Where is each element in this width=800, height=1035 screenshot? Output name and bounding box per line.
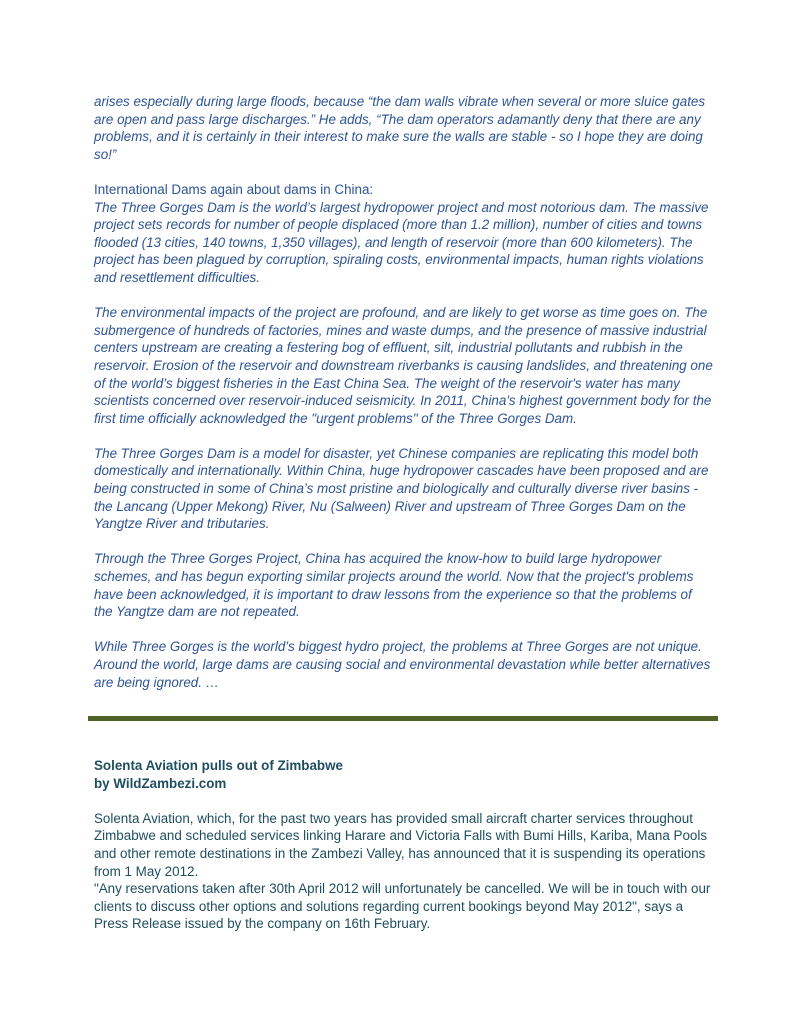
quote-paragraph-4: Through the Three Gorges Project, China has acquired the know-how to build large hydropower schemes, and has begun exporting similar projects around the world. Now that the project's problems have been acknowledged, it is important to draw lessons from the experience so that the problems of the Yangtze dam are not repeated.	[94, 551, 694, 620]
quote-paragraph-3: The Three Gorges Dam is a model for disaster, yet Chinese companies are replicating this model both domestically and internationally. Within China, huge hydropower cascades have been proposed and are being constructed in some of China’s most pristine and biologically and culturally diverse river basins - the Lancang (Upper Mekong) River, Nu (Salween) River and upstream of Three Gorges Dam on the Yangtze River and tributaries.	[94, 445, 709, 532]
article-title: Solenta Aviation pulls out of Zimbabwe	[94, 758, 343, 773]
paragraph-spacer	[94, 163, 714, 181]
quote-paragraph-2: The environmental impacts of the project are profound, and are likely to get worse as time goes on. The submergence of hundreds of factories, mines and waste dumps, and the presence of massive industrial centers upstream are creating a festering bog of effluent, silt, industrial pollutants and rubbish in the reservoir. Erosion of the reservoir and downstream riverbanks is causing landslides, and threatening one of the world’s biggest fisheries in the East China Sea. The weight of the reservoir's water has many scientists concerned over reservoir-induced seismicity. In 2011, China's highest government body for the first time officially acknowledged the "urgent problems" of the Three Gorges Dam.	[94, 305, 713, 426]
paragraph-spacer	[94, 287, 714, 305]
section-divider	[88, 716, 718, 721]
paragraph-spacer	[94, 621, 714, 639]
article-byline: by WildZambezi.com	[94, 775, 227, 791]
source-line: International Dams again about dams in China:	[94, 181, 374, 197]
article-body-paragraph-1: Solenta Aviation, which, for the past two years has provided small aircraft charter services throughout Zimbabwe and scheduled services linking Harare and Victoria Falls with Bumi Hills, Kariba, Mana Pools and other remote destinations in the Zambezi Valley, has announced that it is suspending its operations from 1 May 2012.	[94, 810, 708, 879]
article-body-paragraph-2: "Any reservations taken after 30th April 2012 will unfortunately be cancelled. We will be in touch with our clients to discuss other options and solutions regarding current bookings beyond May 2012", says a Press Release issued by the company on 16th February.	[94, 881, 711, 932]
quote-paragraph-5: While Three Gorges is the world’s biggest hydro project, the problems at Three Gorges are not unique. Around the world, large dams are causing social and environmental devastation while better alternatives are being ignored. …	[94, 639, 711, 690]
quote-paragraph-1: The Three Gorges Dam is the world’s largest hydropower project and most notorious dam. The massive project sets records for number of people displaced (more than 1.2 million), number of cities and towns flooded (13 cities, 140 towns, 1,350 villages), and length of reservoir (more than 600 kilometers). The project has been plagued by corruption, spiraling costs, environmental impacts, human rights violations and resettlement difficulties.	[94, 199, 709, 285]
paragraph-spacer	[94, 533, 714, 551]
intro-quote-paragraph: arises especially during large floods, because “the dam walls vibrate when several or more sluice gates are open and pass large discharges.” He adds, “The dam operators adamantly deny that there are any problems, and it is certainly in their interest to make sure the walls are stable - so I hope they are doing so!”	[94, 94, 706, 162]
paragraph-spacer	[94, 792, 714, 810]
article-solenta-aviation	[94, 757, 714, 933]
paragraph-spacer	[94, 427, 714, 445]
article-three-gorges	[94, 93, 714, 691]
